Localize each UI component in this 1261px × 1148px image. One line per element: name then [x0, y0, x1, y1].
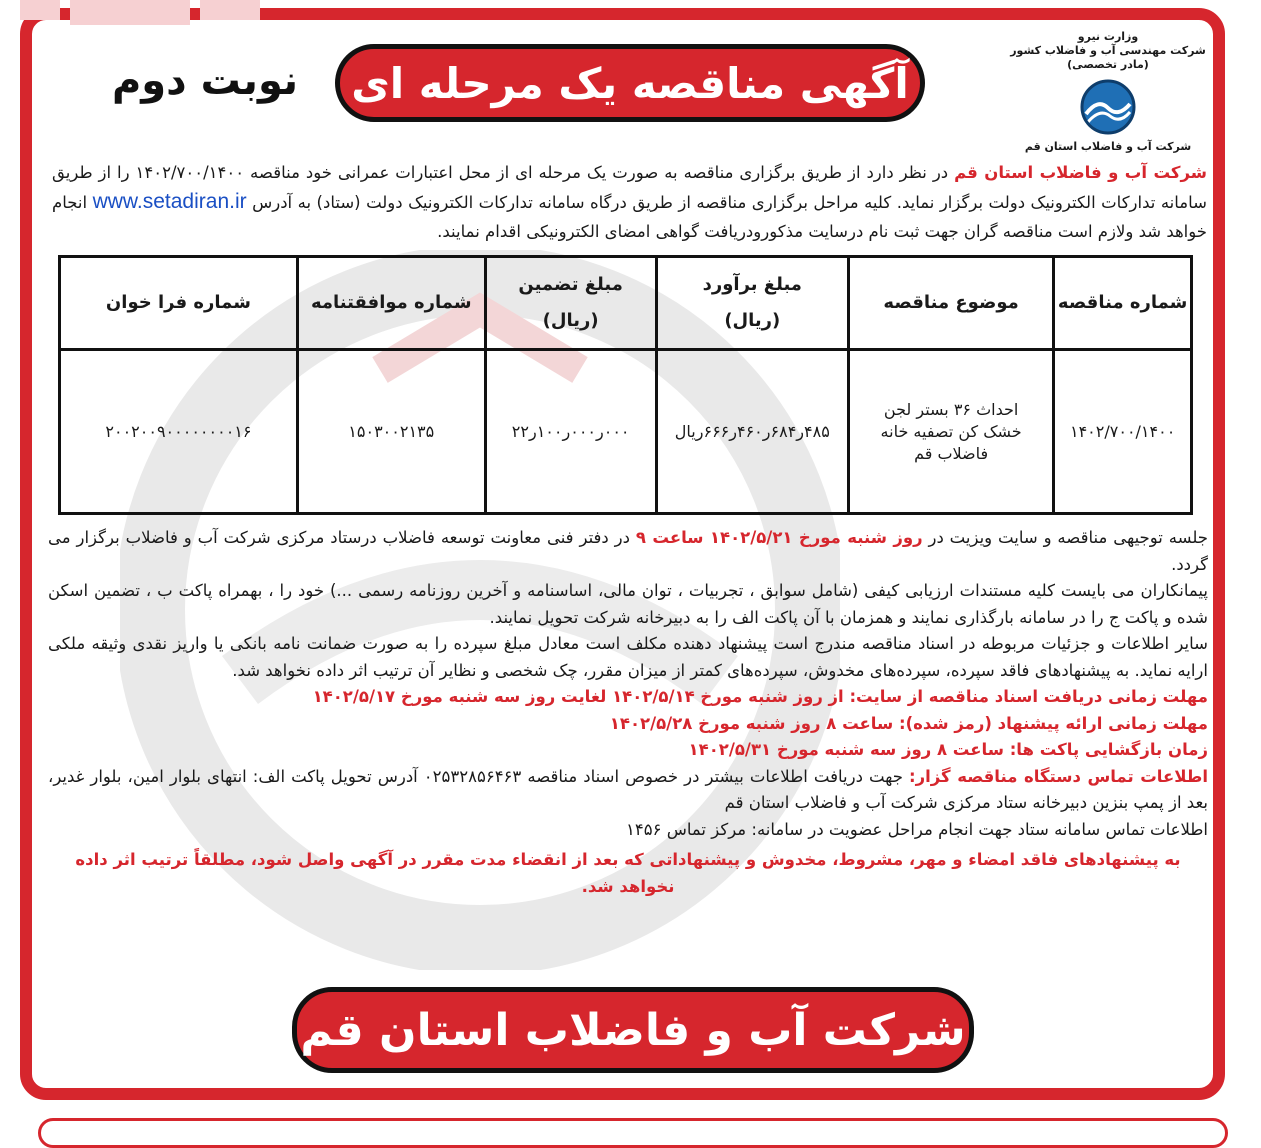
documents-deadline: مهلت زمانی دریافت اسناد مناقصه از سایت: از روز شنبه مورخ ۱۴۰۲/۵/۱۴ لغایت روز سه شنبه مورخ ۱۴۰۲/۵/۱۷ [312, 687, 1208, 706]
contact-paragraph [48, 764, 1208, 817]
briefing-paragraph [48, 525, 1208, 578]
national-company-name: شرکت مهندسی آب و فاضلاب کشور [1010, 44, 1206, 57]
intro-company-name: شرکت آب و فاضلاب استان قم [954, 163, 1207, 182]
header-guarantee-label: مبلغ تضمین [518, 274, 623, 295]
header-estimate-label: مبلغ برآورد [702, 274, 802, 295]
corner-watermark [0, 0, 300, 50]
cell-agreement-number: ۱۵۰۳۰۰۲۱۳۵ [297, 350, 485, 514]
header-tender-number: شماره مناقصه [1054, 257, 1192, 350]
bottom-border-strip [38, 1118, 1228, 1148]
cell-estimate: ۴۸۵ر۶۸۴ر۴۶۰ر۶۶۶ریال [656, 350, 848, 514]
briefing-text-2: در دفتر فنی معاونت توسعه فاضلاب درستاد مرکزی شرکت آب و فاضلاب برگزار می گردد. [48, 528, 1208, 574]
tender-details [48, 525, 1208, 900]
header-guarantee [485, 257, 656, 350]
table-header-row [60, 257, 1192, 350]
provincial-company-name: شرکت آب و فاضلاب استان قم [1024, 140, 1192, 153]
cell-tender-number: ۱۴۰۲/۷۰۰/۱۴۰۰ [1054, 350, 1192, 514]
footer-company-banner [292, 987, 974, 1073]
opening-time: زمان بازگشایی پاکت ها: ساعت ۸ روز سه شنبه مورخ ۱۴۰۲/۵/۳۱ [688, 740, 1208, 759]
intro-text-2: انجام خواهد شد ولازم است مناقصه گران جهت ثبت نام درسایت مذکورودریافت گواهی امضای الکترونیکی اقدام نمایند. [52, 193, 1207, 241]
intro-paragraph [52, 158, 1207, 246]
tender-title-banner [335, 44, 925, 122]
company-subtitle: (مادر تخصصی) [1067, 58, 1149, 71]
rejection-warning: به پیشنهادهای فاقد امضاء و مهر، مشروط، مخدوش و پیشنهاداتی که بعد از انقضاء مدت مقرر در آگهی واصل شود، مطلقاً ترتیب اثر داده نخواهد شد. [75, 850, 1181, 896]
footer-company-name: شرکت آب و فاضلاب استان قم [300, 1004, 966, 1056]
deposit-paragraph: سایر اطلاعات و جزئیات مربوطه در اسناد مناقصه مندرج است پیشنهاد دهنده مکلف است معادل مبلغ سپرده را به صورت ضمانت نامه بانکی یا واریز نقدی وثیقه ملکی ارایه نماید. به پیشنهادهای فاقد سپرده، سپرده‌های مخدوش، سپرده‌های کمتر از میزان مقرر، چک شخصی و نظایر آن ترتیب اثر داده نخواهد شد. [48, 634, 1208, 680]
cell-guarantee: ۰۰۰ر۰۰۰ر۱۰۰ر۲۲ [485, 350, 656, 514]
cell-subject: احداث ۳۶ بستر لجن خشک کن تصفیه خانه فاضلاب قم [848, 350, 1053, 514]
ministry-name: وزارت نیرو [1077, 30, 1139, 43]
contractors-paragraph: پیمانکاران می بایست کلیه مستندات ارزیابی کیفی (شامل سوابق ، تجربیات ، توان مالی، اساسنامه و آخرین روزنامه رسمی ...) خود را ، بهمراه پاکت ب ، تضمین اسکن شده و پاکت ج را در سامانه بارگذاری نمایند و همزمان با آن پاکت الف را به دبیرخانه شرکت تحویل نمایند. [48, 581, 1208, 627]
intro-text-1: در نظر دارد از طریق برگزاری مناقصه به صورت یک مرحله ای از محل اعتبارات عمرانی خود مناقصه ۱۴۰۲/۷۰۰/۱۴۰۰ را از طریق سامانه تدارکات الکترونیک دولت برگزار نماید. کلیه مراحل برگزاری مناقصه از طریق درگاه سامانه تدارکات الکترونیک دولت (ستاد) به آدرس [52, 163, 1207, 212]
water-drop-logo-icon [1076, 78, 1140, 136]
setad-website-link[interactable]: www.setadiran.ir [92, 190, 247, 213]
setad-contact: اطلاعات تماس سامانه ستاد جهت انجام مراحل عضویت در سامانه: مرکز تماس ۱۴۵۶ [626, 819, 1208, 839]
header-estimate [656, 257, 848, 350]
header-call-number: شماره فرا خوان [60, 257, 298, 350]
header-subject: موضوع مناقصه [848, 257, 1053, 350]
cell-call-number: ۲۰۰۲۰۰۹۰۰۰۰۰۰۰۰۱۶ [60, 350, 298, 514]
tender-table [58, 255, 1193, 515]
ministry-logo-block [1003, 30, 1213, 154]
contact-text: جهت دریافت اطلاعات بیشتر در خصوص اسناد مناقصه ۰۲۵۳۲۸۵۶۴۶۳ آدرس تحویل پاکت الف: انتهای بلوار امین، بلوار غدیر، بعد از پمپ بنزین دبیرخانه ستاد مرکزی شرکت آب و فاضلاب استان قم [48, 766, 1208, 812]
briefing-date: روز شنبه مورخ ۱۴۰۲/۵/۲۱ ساعت ۹ [635, 528, 923, 547]
briefing-text-1: جلسه توجیهی مناقصه و سایت ویزیت در [922, 528, 1208, 547]
publication-round: نوبت دوم [111, 58, 299, 104]
header-estimate-unit: (ریال) [724, 310, 781, 331]
tender-title: آگهی مناقصه یک مرحله ای [351, 58, 909, 108]
offer-deadline: مهلت زمانی ارائه پیشنهاد (رمز شده): ساعت ۸ روز شنبه مورخ ۱۴۰۲/۵/۲۸ [609, 713, 1208, 733]
contact-label: اطلاعات تماس دستگاه مناقصه گزار: [909, 766, 1208, 786]
header-guarantee-unit: (ریال) [542, 310, 599, 331]
header-agreement-number: شماره موافقتنامه [297, 257, 485, 350]
table-row [60, 350, 1192, 514]
